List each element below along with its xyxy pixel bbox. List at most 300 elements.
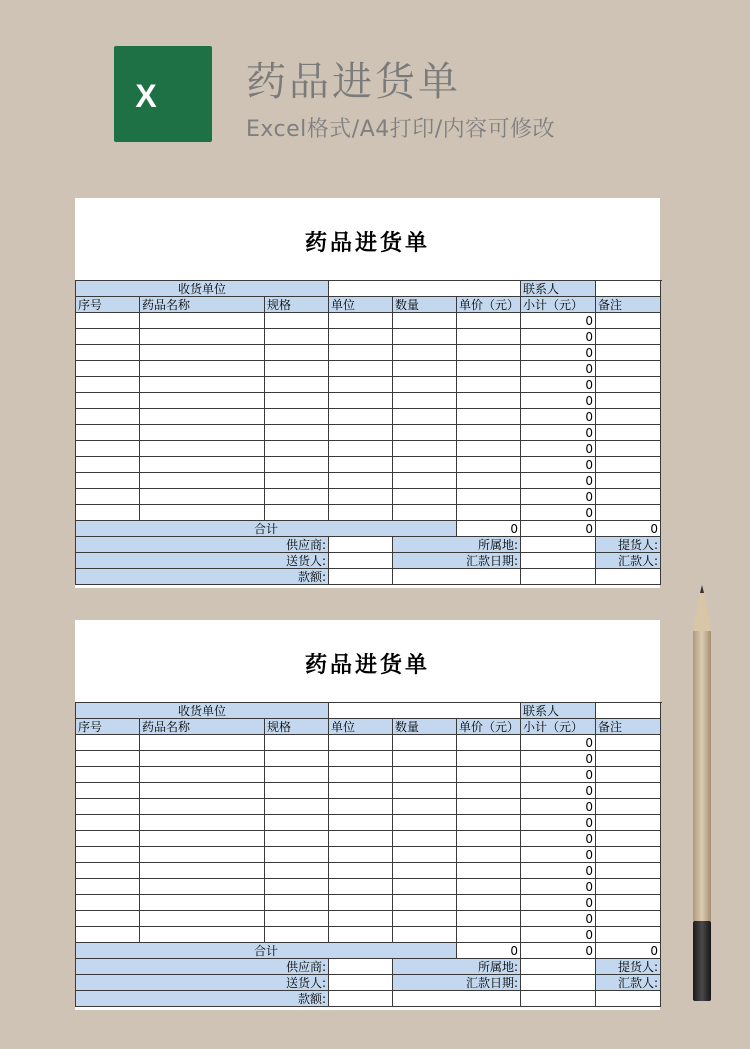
table-cell[interactable]	[329, 489, 393, 505]
table-cell[interactable]	[596, 425, 661, 441]
table-cell[interactable]	[140, 863, 265, 879]
subtotal-cell[interactable]: 0	[521, 751, 596, 767]
table-cell[interactable]	[393, 441, 457, 457]
table-cell[interactable]	[265, 815, 329, 831]
column-header: 备注	[596, 297, 661, 313]
table-cell[interactable]	[265, 911, 329, 927]
table-cell[interactable]	[76, 505, 140, 521]
table-cell[interactable]	[457, 489, 521, 505]
table-cell[interactable]	[457, 799, 521, 815]
table-cell[interactable]	[596, 329, 661, 345]
table-cell[interactable]	[596, 345, 661, 361]
table-cell[interactable]	[393, 473, 457, 489]
table-cell[interactable]	[76, 879, 140, 895]
footer-row	[76, 553, 661, 569]
table-cell[interactable]	[76, 425, 140, 441]
table-cell[interactable]	[140, 505, 265, 521]
receiver-row	[76, 703, 661, 719]
amount-extra[interactable]	[393, 569, 521, 585]
table-cell[interactable]	[265, 489, 329, 505]
subtotal-cell[interactable]: 0	[521, 831, 596, 847]
column-header: 备注	[596, 719, 661, 735]
table-cell[interactable]	[76, 457, 140, 473]
subtotal-cell[interactable]: 0	[521, 489, 596, 505]
amount-input[interactable]	[329, 569, 393, 585]
table-row	[76, 863, 661, 879]
table-cell[interactable]	[329, 895, 393, 911]
table-cell[interactable]	[76, 911, 140, 927]
column-header: 数量	[393, 719, 457, 735]
table-cell[interactable]	[265, 393, 329, 409]
table-cell[interactable]	[596, 831, 661, 847]
table-cell[interactable]	[457, 831, 521, 847]
table-cell[interactable]	[76, 847, 140, 863]
subtotal-cell[interactable]: 0	[521, 783, 596, 799]
table-cell[interactable]	[596, 751, 661, 767]
column-header: 药品名称	[140, 297, 265, 313]
subtotal-cell[interactable]: 0	[521, 441, 596, 457]
page-subtitle: Excel格式/A4打印/内容可修改	[246, 117, 556, 142]
subtotal-cell[interactable]: 0	[521, 879, 596, 895]
column-header: 序号	[76, 297, 140, 313]
table-cell[interactable]	[140, 767, 265, 783]
table-cell[interactable]	[329, 409, 393, 425]
table-cell[interactable]	[457, 457, 521, 473]
subtotal-cell[interactable]: 0	[521, 473, 596, 489]
table-cell[interactable]	[265, 879, 329, 895]
column-header: 单价（元）	[457, 297, 521, 313]
table-cell[interactable]	[329, 313, 393, 329]
table-cell[interactable]	[265, 473, 329, 489]
total-label: 合计	[76, 943, 457, 959]
subtotal-cell[interactable]: 0	[521, 313, 596, 329]
excel-logo-icon	[114, 46, 212, 142]
deliverer-input[interactable]	[329, 975, 393, 991]
amount-extra[interactable]	[393, 991, 521, 1007]
table-cell[interactable]	[457, 441, 521, 457]
table-cell[interactable]	[265, 345, 329, 361]
column-header: 药品名称	[140, 719, 265, 735]
table-cell[interactable]	[393, 815, 457, 831]
table-cell[interactable]	[393, 911, 457, 927]
table-cell[interactable]	[457, 425, 521, 441]
table-cell[interactable]	[596, 879, 661, 895]
column-header-row	[76, 719, 661, 735]
contact-label: 联系人	[521, 281, 596, 297]
table-cell[interactable]	[265, 783, 329, 799]
table-cell[interactable]	[393, 879, 457, 895]
receiver-input[interactable]	[329, 281, 521, 297]
table-cell[interactable]	[329, 847, 393, 863]
table-cell[interactable]	[76, 895, 140, 911]
table-cell[interactable]	[457, 767, 521, 783]
column-header-row	[76, 297, 661, 313]
table-cell[interactable]	[393, 751, 457, 767]
table-cell[interactable]	[265, 863, 329, 879]
table-cell[interactable]	[329, 329, 393, 345]
table-cell[interactable]	[596, 767, 661, 783]
table-row	[76, 409, 661, 425]
table-cell[interactable]	[457, 783, 521, 799]
sheet-title: 药品进货单	[304, 652, 430, 678]
contact-input[interactable]	[596, 281, 661, 297]
table-cell[interactable]	[265, 441, 329, 457]
table-cell[interactable]	[140, 361, 265, 377]
contact-input[interactable]	[596, 703, 661, 719]
table-cell[interactable]	[596, 409, 661, 425]
table-cell[interactable]	[76, 735, 140, 751]
sheet-title: 药品进货单	[304, 230, 430, 256]
table-cell[interactable]	[457, 751, 521, 767]
table-cell[interactable]	[596, 783, 661, 799]
table-cell[interactable]	[457, 815, 521, 831]
subtotal-cell[interactable]: 0	[521, 345, 596, 361]
supplier-input[interactable]	[329, 537, 393, 553]
table-row	[76, 815, 661, 831]
deliverer-label: 送货人:	[76, 975, 329, 991]
table-cell[interactable]	[140, 409, 265, 425]
supplier-input[interactable]	[329, 959, 393, 975]
table-cell[interactable]	[265, 767, 329, 783]
table-cell[interactable]	[393, 783, 457, 799]
table-cell[interactable]	[393, 393, 457, 409]
table-row	[76, 783, 661, 799]
table-cell[interactable]	[76, 377, 140, 393]
table-cell[interactable]	[265, 409, 329, 425]
table-cell[interactable]	[329, 767, 393, 783]
table-cell[interactable]	[393, 735, 457, 751]
table-cell[interactable]	[140, 329, 265, 345]
subtotal-cell[interactable]: 0	[521, 457, 596, 473]
table-cell[interactable]	[140, 441, 265, 457]
table-cell[interactable]	[76, 345, 140, 361]
table-row	[76, 879, 661, 895]
table-cell[interactable]	[265, 831, 329, 847]
table-cell[interactable]	[596, 735, 661, 751]
table-cell[interactable]	[329, 879, 393, 895]
footer-row	[76, 959, 661, 975]
total-subtotal: 0	[596, 943, 661, 959]
table-row	[76, 895, 661, 911]
table-cell[interactable]	[329, 345, 393, 361]
table-row	[76, 489, 661, 505]
table-cell[interactable]	[265, 361, 329, 377]
table-cell[interactable]	[76, 815, 140, 831]
table-cell[interactable]	[140, 911, 265, 927]
remit-date-input[interactable]	[521, 975, 596, 991]
subtotal-cell[interactable]: 0	[521, 393, 596, 409]
table-cell[interactable]	[76, 863, 140, 879]
table-cell[interactable]	[596, 863, 661, 879]
table-cell[interactable]	[596, 393, 661, 409]
subtotal-cell[interactable]: 0	[521, 505, 596, 521]
page-title: 药品进货单	[246, 59, 461, 105]
table-cell[interactable]	[265, 847, 329, 863]
table-row	[76, 751, 661, 767]
table-cell[interactable]	[140, 377, 265, 393]
table-cell[interactable]	[265, 425, 329, 441]
deliverer-input[interactable]	[329, 553, 393, 569]
subtotal-cell[interactable]: 0	[521, 377, 596, 393]
table-cell[interactable]	[265, 751, 329, 767]
table-cell[interactable]	[329, 863, 393, 879]
table-cell[interactable]	[140, 799, 265, 815]
table-row	[76, 847, 661, 863]
table-cell[interactable]	[457, 409, 521, 425]
table-cell[interactable]	[393, 767, 457, 783]
table-row	[76, 735, 661, 751]
table-cell[interactable]	[76, 473, 140, 489]
spreadsheet-grid-icon	[162, 62, 202, 128]
table-cell[interactable]	[76, 799, 140, 815]
table-cell[interactable]	[457, 895, 521, 911]
table-cell[interactable]	[76, 441, 140, 457]
table-cell[interactable]	[393, 927, 457, 943]
table-cell[interactable]	[329, 783, 393, 799]
table-cell[interactable]	[76, 783, 140, 799]
subtotal-cell[interactable]: 0	[521, 735, 596, 751]
location-input[interactable]	[521, 537, 596, 553]
table-cell[interactable]	[457, 361, 521, 377]
contact-label: 联系人	[521, 703, 596, 719]
table-cell[interactable]	[596, 473, 661, 489]
order-sheet	[75, 198, 660, 588]
table-cell[interactable]	[140, 313, 265, 329]
order-table	[75, 702, 661, 1007]
subtotal-cell[interactable]: 0	[521, 409, 596, 425]
table-cell[interactable]	[393, 313, 457, 329]
table-cell[interactable]	[596, 377, 661, 393]
table-cell[interactable]	[596, 489, 661, 505]
table-cell[interactable]	[265, 735, 329, 751]
table-cell[interactable]	[76, 313, 140, 329]
table-cell[interactable]	[329, 799, 393, 815]
amount-extra[interactable]	[521, 569, 596, 585]
column-header: 序号	[76, 719, 140, 735]
table-cell[interactable]	[393, 505, 457, 521]
total-quantity: 0	[457, 521, 521, 537]
total-price: 0	[521, 521, 596, 537]
table-cell[interactable]	[265, 313, 329, 329]
table-cell[interactable]	[596, 505, 661, 521]
footer-row	[76, 569, 661, 585]
table-cell[interactable]	[457, 879, 521, 895]
table-cell[interactable]	[140, 831, 265, 847]
subtotal-cell[interactable]: 0	[521, 927, 596, 943]
table-cell[interactable]	[457, 473, 521, 489]
subtotal-cell[interactable]: 0	[521, 847, 596, 863]
subtotal-cell[interactable]: 0	[521, 895, 596, 911]
table-cell[interactable]	[140, 457, 265, 473]
table-cell[interactable]	[140, 489, 265, 505]
table-row	[76, 767, 661, 783]
table-cell[interactable]	[393, 847, 457, 863]
remit-date-input[interactable]	[521, 553, 596, 569]
table-cell[interactable]	[329, 735, 393, 751]
footer-row	[76, 537, 661, 553]
table-cell[interactable]	[140, 393, 265, 409]
receiver-row	[76, 281, 661, 297]
table-cell[interactable]	[457, 505, 521, 521]
subtotal-cell[interactable]: 0	[521, 329, 596, 345]
table-cell[interactable]	[76, 767, 140, 783]
table-row	[76, 393, 661, 409]
table-cell[interactable]	[76, 361, 140, 377]
total-subtotal: 0	[596, 521, 661, 537]
table-cell[interactable]	[140, 895, 265, 911]
table-cell[interactable]	[393, 361, 457, 377]
table-cell[interactable]	[596, 441, 661, 457]
table-cell[interactable]	[329, 377, 393, 393]
table-cell[interactable]	[596, 361, 661, 377]
column-header: 小计（元）	[521, 719, 596, 735]
table-cell[interactable]	[265, 895, 329, 911]
table-cell[interactable]	[457, 735, 521, 751]
column-header: 单价（元）	[457, 719, 521, 735]
table-cell[interactable]	[329, 505, 393, 521]
table-cell[interactable]	[329, 473, 393, 489]
column-header: 单位	[329, 297, 393, 313]
excel-x-mark: X	[124, 68, 168, 124]
table-cell[interactable]	[140, 847, 265, 863]
column-header: 单位	[329, 719, 393, 735]
total-quantity: 0	[457, 943, 521, 959]
table-cell[interactable]	[140, 345, 265, 361]
table-cell[interactable]	[76, 927, 140, 943]
table-cell[interactable]	[596, 911, 661, 927]
order-sheet	[75, 620, 660, 1010]
amount-input[interactable]	[329, 991, 393, 1007]
table-cell[interactable]	[393, 329, 457, 345]
table-cell[interactable]	[76, 329, 140, 345]
table-cell[interactable]	[393, 489, 457, 505]
table-cell[interactable]	[329, 425, 393, 441]
table-cell[interactable]	[140, 879, 265, 895]
table-row	[76, 505, 661, 521]
receiver-input[interactable]	[329, 703, 521, 719]
table-cell[interactable]	[140, 927, 265, 943]
amount-label: 款额:	[76, 991, 329, 1007]
table-cell[interactable]	[265, 329, 329, 345]
table-cell[interactable]	[596, 815, 661, 831]
subtotal-cell[interactable]: 0	[521, 425, 596, 441]
amount-extra[interactable]	[596, 991, 661, 1007]
table-cell[interactable]	[76, 489, 140, 505]
table-cell[interactable]	[457, 393, 521, 409]
table-cell[interactable]	[596, 457, 661, 473]
table-cell[interactable]	[457, 313, 521, 329]
table-cell[interactable]	[596, 847, 661, 863]
table-cell[interactable]	[140, 735, 265, 751]
table-cell[interactable]	[140, 783, 265, 799]
table-cell[interactable]	[457, 377, 521, 393]
table-cell[interactable]	[329, 911, 393, 927]
subtotal-cell[interactable]: 0	[521, 815, 596, 831]
table-cell[interactable]	[329, 457, 393, 473]
remitter-label: 汇款人:	[596, 553, 661, 569]
table-row	[76, 927, 661, 943]
table-cell[interactable]	[393, 863, 457, 879]
table-cell[interactable]	[457, 927, 521, 943]
table-cell[interactable]	[457, 345, 521, 361]
table-cell[interactable]	[76, 393, 140, 409]
table-cell[interactable]	[596, 927, 661, 943]
table-cell[interactable]	[393, 377, 457, 393]
table-cell[interactable]	[329, 361, 393, 377]
pickup-label: 提货人:	[596, 959, 661, 975]
table-cell[interactable]	[393, 409, 457, 425]
receiver-label: 收货单位	[76, 703, 329, 719]
subtotal-cell[interactable]: 0	[521, 767, 596, 783]
subtotal-cell[interactable]: 0	[521, 361, 596, 377]
supplier-label: 供应商:	[76, 537, 329, 553]
supplier-label: 供应商:	[76, 959, 329, 975]
table-cell[interactable]	[265, 377, 329, 393]
remitter-label: 汇款人:	[596, 975, 661, 991]
table-cell[interactable]	[329, 393, 393, 409]
table-cell[interactable]	[596, 799, 661, 815]
table-cell[interactable]	[265, 505, 329, 521]
table-cell[interactable]	[393, 895, 457, 911]
table-cell[interactable]	[393, 425, 457, 441]
table-cell[interactable]	[393, 345, 457, 361]
amount-extra[interactable]	[596, 569, 661, 585]
table-cell[interactable]	[140, 473, 265, 489]
table-cell[interactable]	[457, 911, 521, 927]
table-cell[interactable]	[596, 895, 661, 911]
table-cell[interactable]	[140, 425, 265, 441]
table-cell[interactable]	[76, 831, 140, 847]
table-cell[interactable]	[329, 441, 393, 457]
table-cell[interactable]	[76, 409, 140, 425]
subtotal-cell[interactable]: 0	[521, 799, 596, 815]
table-cell[interactable]	[265, 457, 329, 473]
table-cell[interactable]	[329, 927, 393, 943]
table-cell[interactable]	[329, 751, 393, 767]
table-cell[interactable]	[393, 799, 457, 815]
table-cell[interactable]	[596, 313, 661, 329]
table-cell[interactable]	[76, 751, 140, 767]
table-cell[interactable]	[329, 815, 393, 831]
table-cell[interactable]	[393, 457, 457, 473]
subtotal-cell[interactable]: 0	[521, 911, 596, 927]
column-header: 规格	[265, 297, 329, 313]
table-row	[76, 441, 661, 457]
table-row	[76, 911, 661, 927]
location-input[interactable]	[521, 959, 596, 975]
column-header: 规格	[265, 719, 329, 735]
pencil-icon	[690, 585, 714, 1005]
subtotal-cell[interactable]: 0	[521, 863, 596, 879]
table-cell[interactable]	[140, 815, 265, 831]
table-cell[interactable]	[457, 847, 521, 863]
table-cell[interactable]	[393, 831, 457, 847]
pickup-label: 提货人:	[596, 537, 661, 553]
table-row	[76, 361, 661, 377]
table-cell[interactable]	[457, 863, 521, 879]
amount-extra[interactable]	[521, 991, 596, 1007]
table-row	[76, 425, 661, 441]
remit-date-label: 汇款日期:	[393, 975, 521, 991]
table-cell[interactable]	[457, 329, 521, 345]
table-row	[76, 457, 661, 473]
table-cell[interactable]	[329, 831, 393, 847]
table-cell[interactable]	[140, 751, 265, 767]
column-header: 数量	[393, 297, 457, 313]
table-cell[interactable]	[265, 799, 329, 815]
table-cell[interactable]	[265, 927, 329, 943]
footer-row	[76, 991, 661, 1007]
